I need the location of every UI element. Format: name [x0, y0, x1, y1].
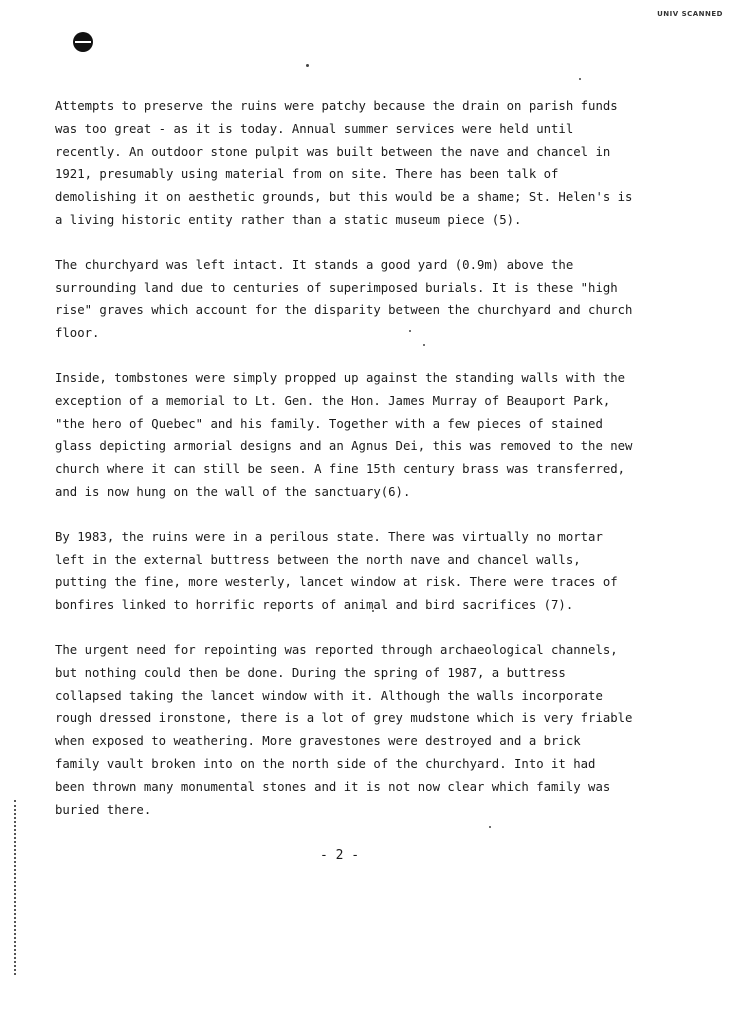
scan-stamp: UNIV SCANNED	[657, 10, 723, 18]
paragraph: Attempts to preserve the ruins were patchy because the drain on parish funds was too great - as it is today. Annual summer services were held until recently. An outdoor stone pulpit was built between the nave and chancel in 1921, presumably using material from on site. There has been talk of demolishing it on aesthetic grounds, but this would be a shame; St. Helen's is a living historic entity rather than a static museum piece (5).	[55, 99, 633, 227]
scan-speck	[579, 78, 581, 80]
page-number: - 2 -	[320, 848, 360, 863]
punch-hole-icon	[73, 32, 93, 52]
paragraph: By 1983, the ruins were in a perilous state. There was virtually no mortar left in the external buttress between the north nave and chancel walls, putting the fine, more westerly, lancet window at risk. There were traces of bonfires linked to horrific reports of animal and bird sacrifices (7).	[55, 529, 618, 613]
body-text	[55, 95, 635, 843]
paragraph: The urgent need for repointing was reported through archaeological channels, but nothing could then be done. During the spring of 1987, a buttress collapsed taking the lancet window with it. Although the walls incorporate rough dressed ironstone, there is a lot of grey mudstone which is very friable when exposed to weathering. More gravestones were destroyed and a brick family vault broken into on the north side of the churchyard. Into it had been thrown many monumental stones and it is not now clear which family was buried there.	[55, 642, 633, 817]
scan-speck	[306, 64, 309, 67]
paragraph: Inside, tombstones were simply propped up against the standing walls with the exception of a memorial to Lt. Gen. the Hon. James Murray of Beauport Park, "the hero of Quebec" and his family. Together with a few pieces of stained glass depicting armorial designs and an Agnus Dei, this was removed to the new church where it can still be seen. A fine 15th century brass was transferred, and is now hung on the wall of the sanctuary(6).	[55, 370, 633, 499]
binding-edge	[14, 800, 19, 975]
paragraph: The churchyard was left intact. It stands a good yard (0.9m) above the surrounding land due to centuries of superimposed burials. It is these "high rise" graves which account for the disparity between the churchyard and church floor.	[55, 257, 633, 341]
